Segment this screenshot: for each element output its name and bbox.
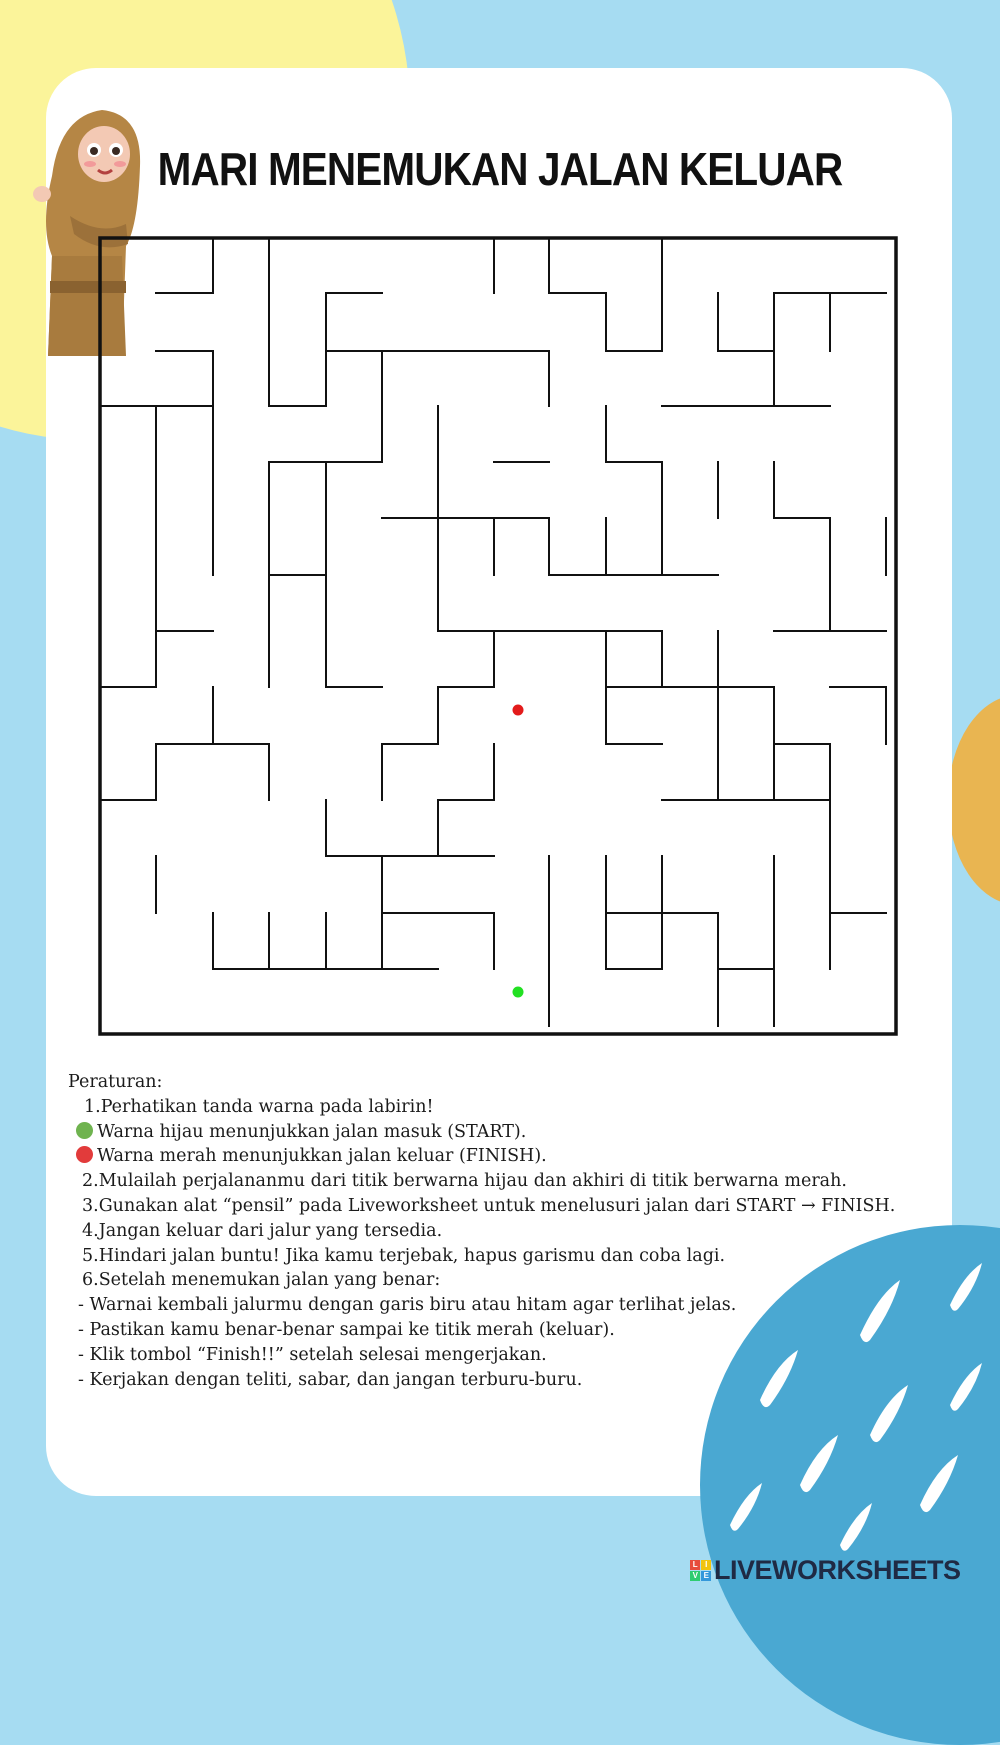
- rule-6b: - Pastikan kamu benar-benar sampai ke titik merah (keluar).: [78, 1319, 615, 1340]
- rule-6: 6.Setelah menemukan jalan yang benar:: [82, 1270, 441, 1291]
- rule-start-info: [68, 1120, 948, 1145]
- rule-6a: - Warnai kembali jalurmu dengan garis biru atau hitam agar terlihat jelas.: [78, 1295, 737, 1316]
- rule-5: 5.Hindari jalan buntu! Jika kamu terjebak, hapus garismu dan coba lagi.: [82, 1245, 726, 1266]
- rule-4: 4.Jangan keluar dari jalur yang tersedia.: [82, 1220, 443, 1241]
- rule-1: 1.Perhatikan tanda warna pada labirin!: [84, 1096, 434, 1117]
- red-dot-icon: [76, 1146, 93, 1163]
- page-title: MARI MENEMUKAN JALAN KELUAR: [157, 143, 843, 195]
- liveworksheets-logo[interactable]: [690, 1552, 961, 1588]
- start-point-green: [513, 987, 524, 998]
- green-dot-icon: [76, 1122, 93, 1139]
- rule-2: 2.Mulailah perjalananmu dari titik berwarna hijau dan akhiri di titik berwarna merah.: [82, 1171, 847, 1192]
- liveworksheets-logo-text: LIVEWORKSHEETS: [714, 1554, 961, 1585]
- rule-finish-info: [68, 1144, 948, 1169]
- rule-6c: - Klik tombol “Finish!!” setelah selesai mengerjakan.: [78, 1344, 547, 1365]
- rule-3: 3.Gunakan alat “pensil” pada Liveworksheet untuk menelusuri jalan dari START → FINISH.: [82, 1195, 896, 1216]
- rules-heading: Peraturan:: [68, 1072, 163, 1092]
- maze-walls: [100, 238, 886, 1026]
- background-orange-shape: [948, 695, 1000, 905]
- rain-drops-decoration: [700, 1225, 1000, 1596]
- maze-board[interactable]: [98, 236, 898, 1036]
- rule-start-text: Warna hijau menunjukkan jalan masuk (START).: [97, 1121, 527, 1142]
- liveworksheets-logo-icon: L I V E: [690, 1560, 711, 1581]
- finish-point-red: [513, 705, 524, 716]
- rule-finish-text: Warna merah menunjukkan jalan keluar (FINISH).: [97, 1146, 547, 1167]
- maze-border: [100, 238, 896, 1034]
- rule-6d: - Kerjakan dengan teliti, sabar, dan jangan terburu-buru.: [78, 1369, 583, 1390]
